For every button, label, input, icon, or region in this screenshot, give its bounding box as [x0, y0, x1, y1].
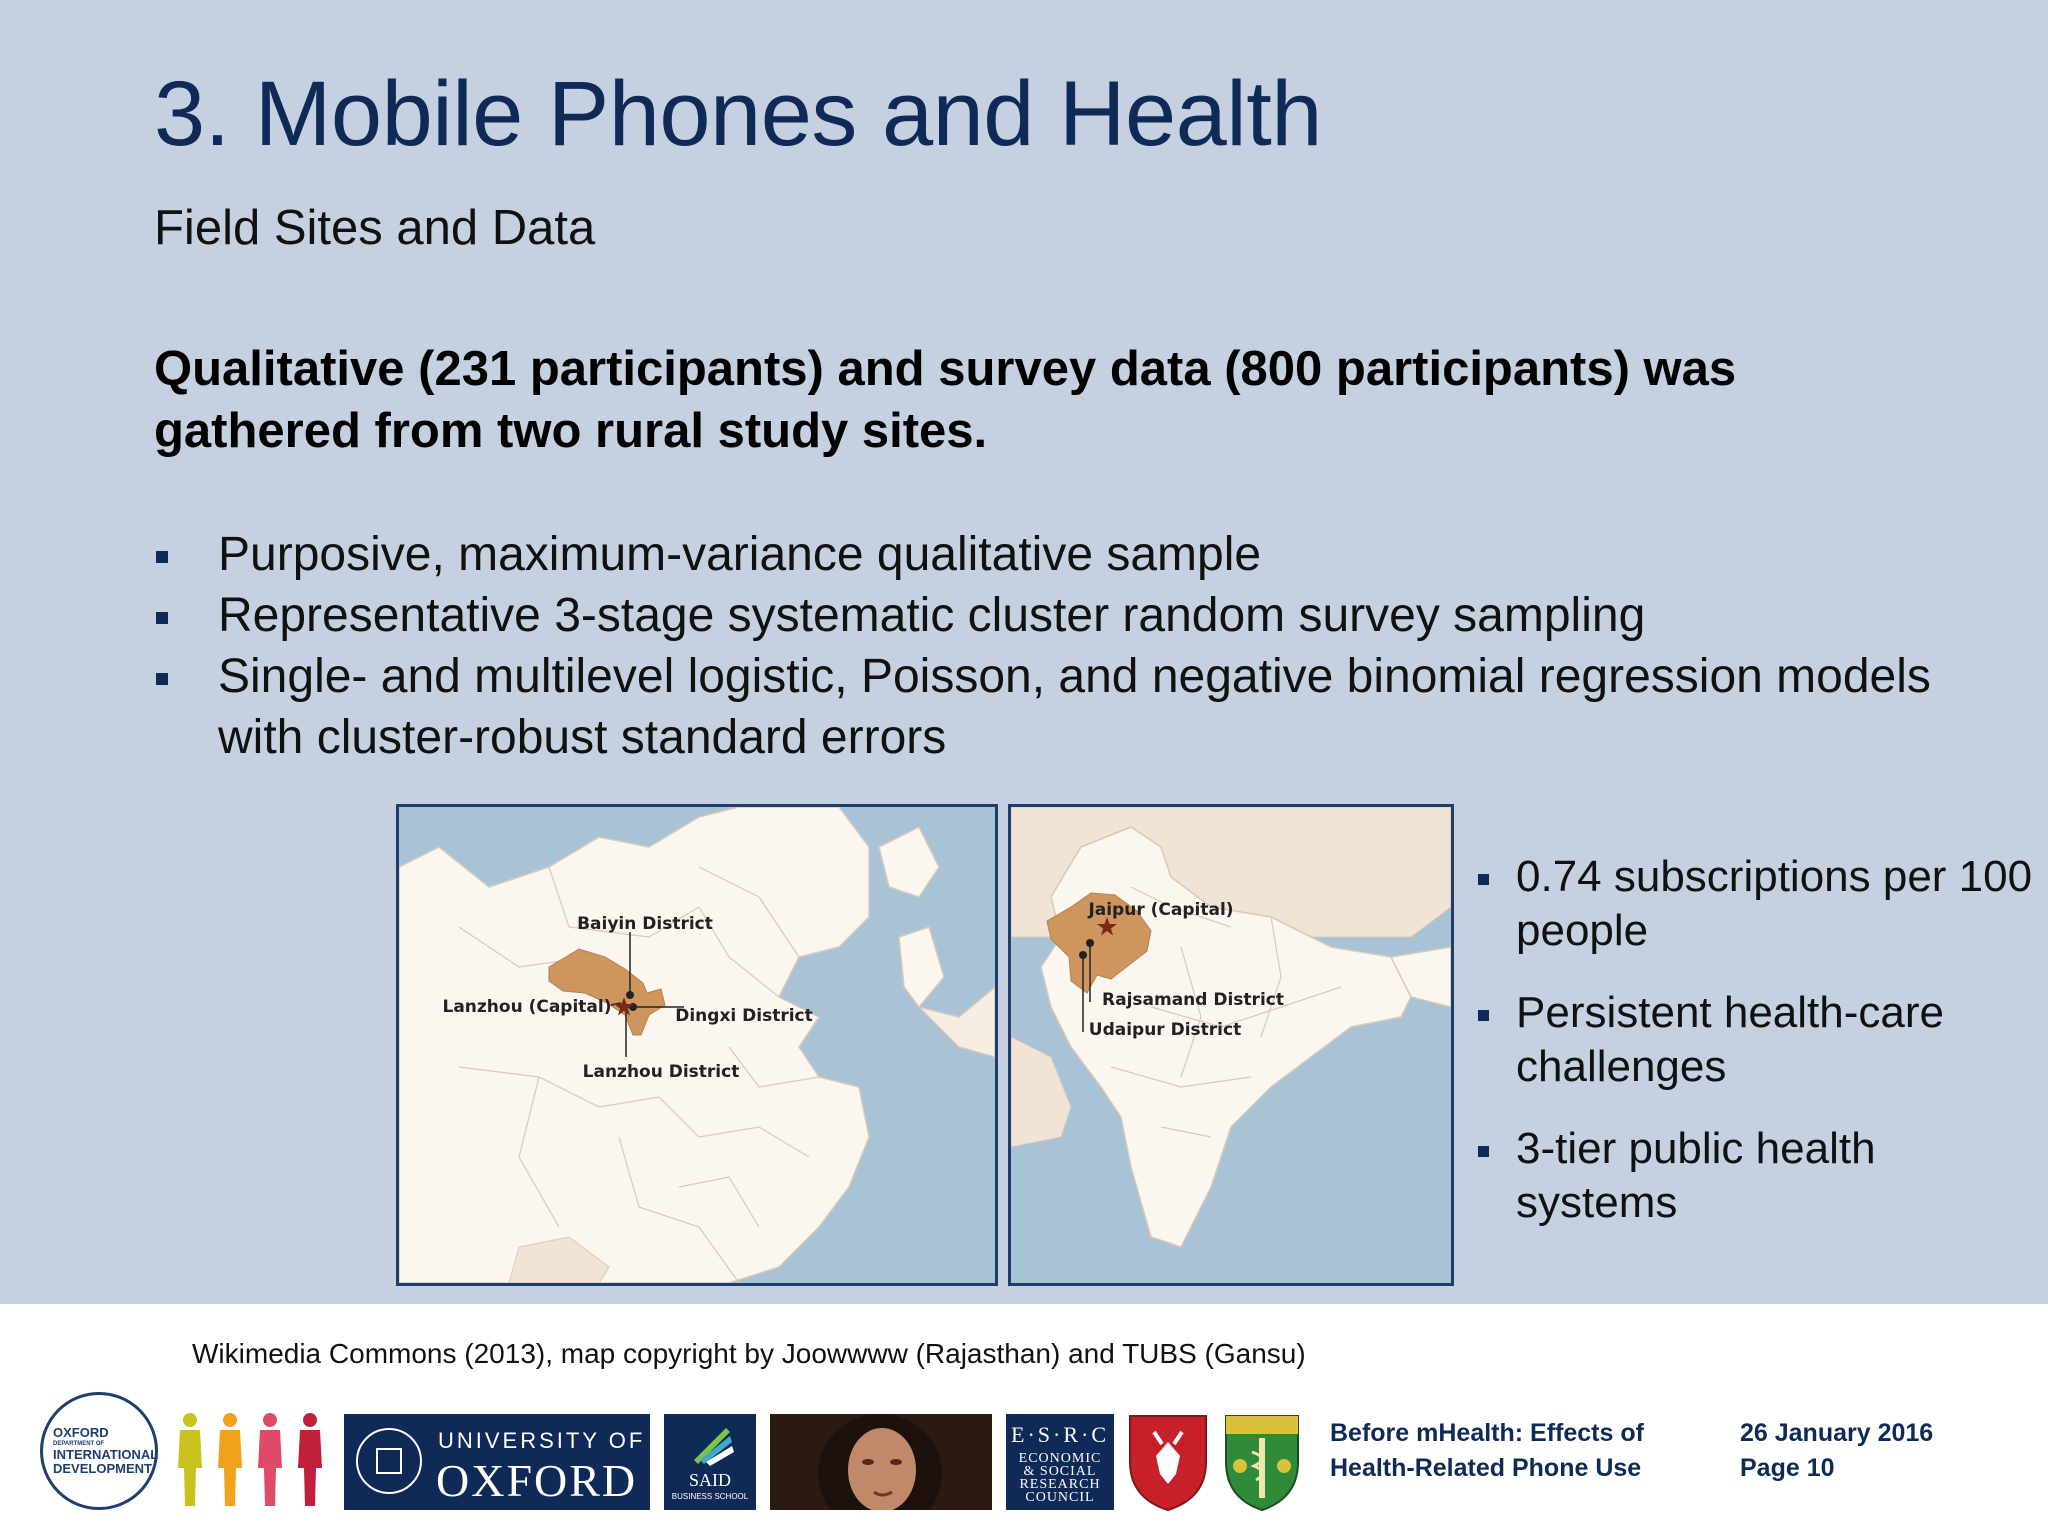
bullet-square-icon [156, 673, 168, 685]
map-label-lanzhou-district: Lanzhou District [582, 1062, 740, 1082]
bullet-square-icon [1478, 1010, 1489, 1021]
context-bullet: 0.74 subscriptions per 100 people [1476, 850, 2036, 958]
portrait-image [770, 1414, 992, 1510]
map-label-jaipur-capital: Jaipur (Capital) [1088, 900, 1234, 920]
people-figures-icon [172, 1410, 328, 1510]
context-bullet-list [1476, 850, 2036, 1258]
green-shield-crest-icon [1222, 1412, 1302, 1512]
rajasthan-map-graphic [1011, 807, 1451, 1283]
presentation-title: Before mHealth: Effects of Health-Related Phone Use [1330, 1419, 1644, 1482]
page-number: Page 10 [1740, 1454, 1835, 1482]
rajasthan-map [1008, 804, 1454, 1286]
bullet-square-icon [1478, 1146, 1489, 1157]
gansu-map-graphic [399, 807, 995, 1283]
map-label-baiyin: Baiyin District [577, 914, 713, 934]
slide-subtitle: Field Sites and Data [154, 201, 596, 255]
method-bullet-list [154, 524, 1974, 768]
method-bullet: Representative 3-stage systematic cluster random survey sampling [154, 585, 1974, 646]
map-label-udaipur: Udaipur District [1088, 1020, 1242, 1040]
bullet-square-icon [156, 612, 168, 624]
context-bullet: 3-tier public health systems [1476, 1122, 2036, 1230]
map-label-rajsamand: Rajsamand District [1102, 990, 1284, 1010]
map-label-dingxi: Dingxi District [675, 1006, 813, 1026]
method-bullet: Single- and multilevel logistic, Poisson, and negative binomial regression models with cluster-robust standard errors [154, 646, 1974, 768]
said-stripes-icon [664, 1414, 756, 1470]
university-of-oxford-logo: UNIVERSITY OF OXFORD [344, 1414, 650, 1510]
image-credit: Wikimedia Commons (2013), map copyright by Joowwww (Rajasthan) and TUBS (Gansu) [192, 1338, 1306, 1369]
bullet-square-icon [1478, 874, 1489, 885]
odid-logo: OXFORD DEPARTMENT OF INTERNATIONAL DEVELOPMENT [40, 1392, 158, 1510]
gansu-map [396, 804, 998, 1286]
bullet-square-icon [156, 551, 168, 563]
presentation-date: 26 January 2016 [1740, 1419, 1934, 1447]
said-business-school-logo: SAID BUSINESS SCHOOL [664, 1414, 756, 1510]
method-bullet: Purposive, maximum-variance qualitative sample [154, 524, 1974, 585]
red-shield-crest-icon [1126, 1412, 1210, 1512]
oxford-crest-icon [356, 1428, 422, 1494]
slide-title: 3. Mobile Phones and Health [154, 63, 1322, 165]
esrc-logo: E·S·R·C ECONOMIC & SOCIAL RESEARCH COUNCIL [1006, 1414, 1114, 1510]
lead-statement: Qualitative (231 participants) and survey data (800 participants) was gathered from two rural study sites. [154, 342, 1737, 458]
map-label-lanzhou-capital: Lanzhou (Capital) [442, 997, 612, 1017]
date-and-page [1740, 1416, 2040, 1486]
context-bullet: Persistent health-care challenges [1476, 986, 2036, 1094]
